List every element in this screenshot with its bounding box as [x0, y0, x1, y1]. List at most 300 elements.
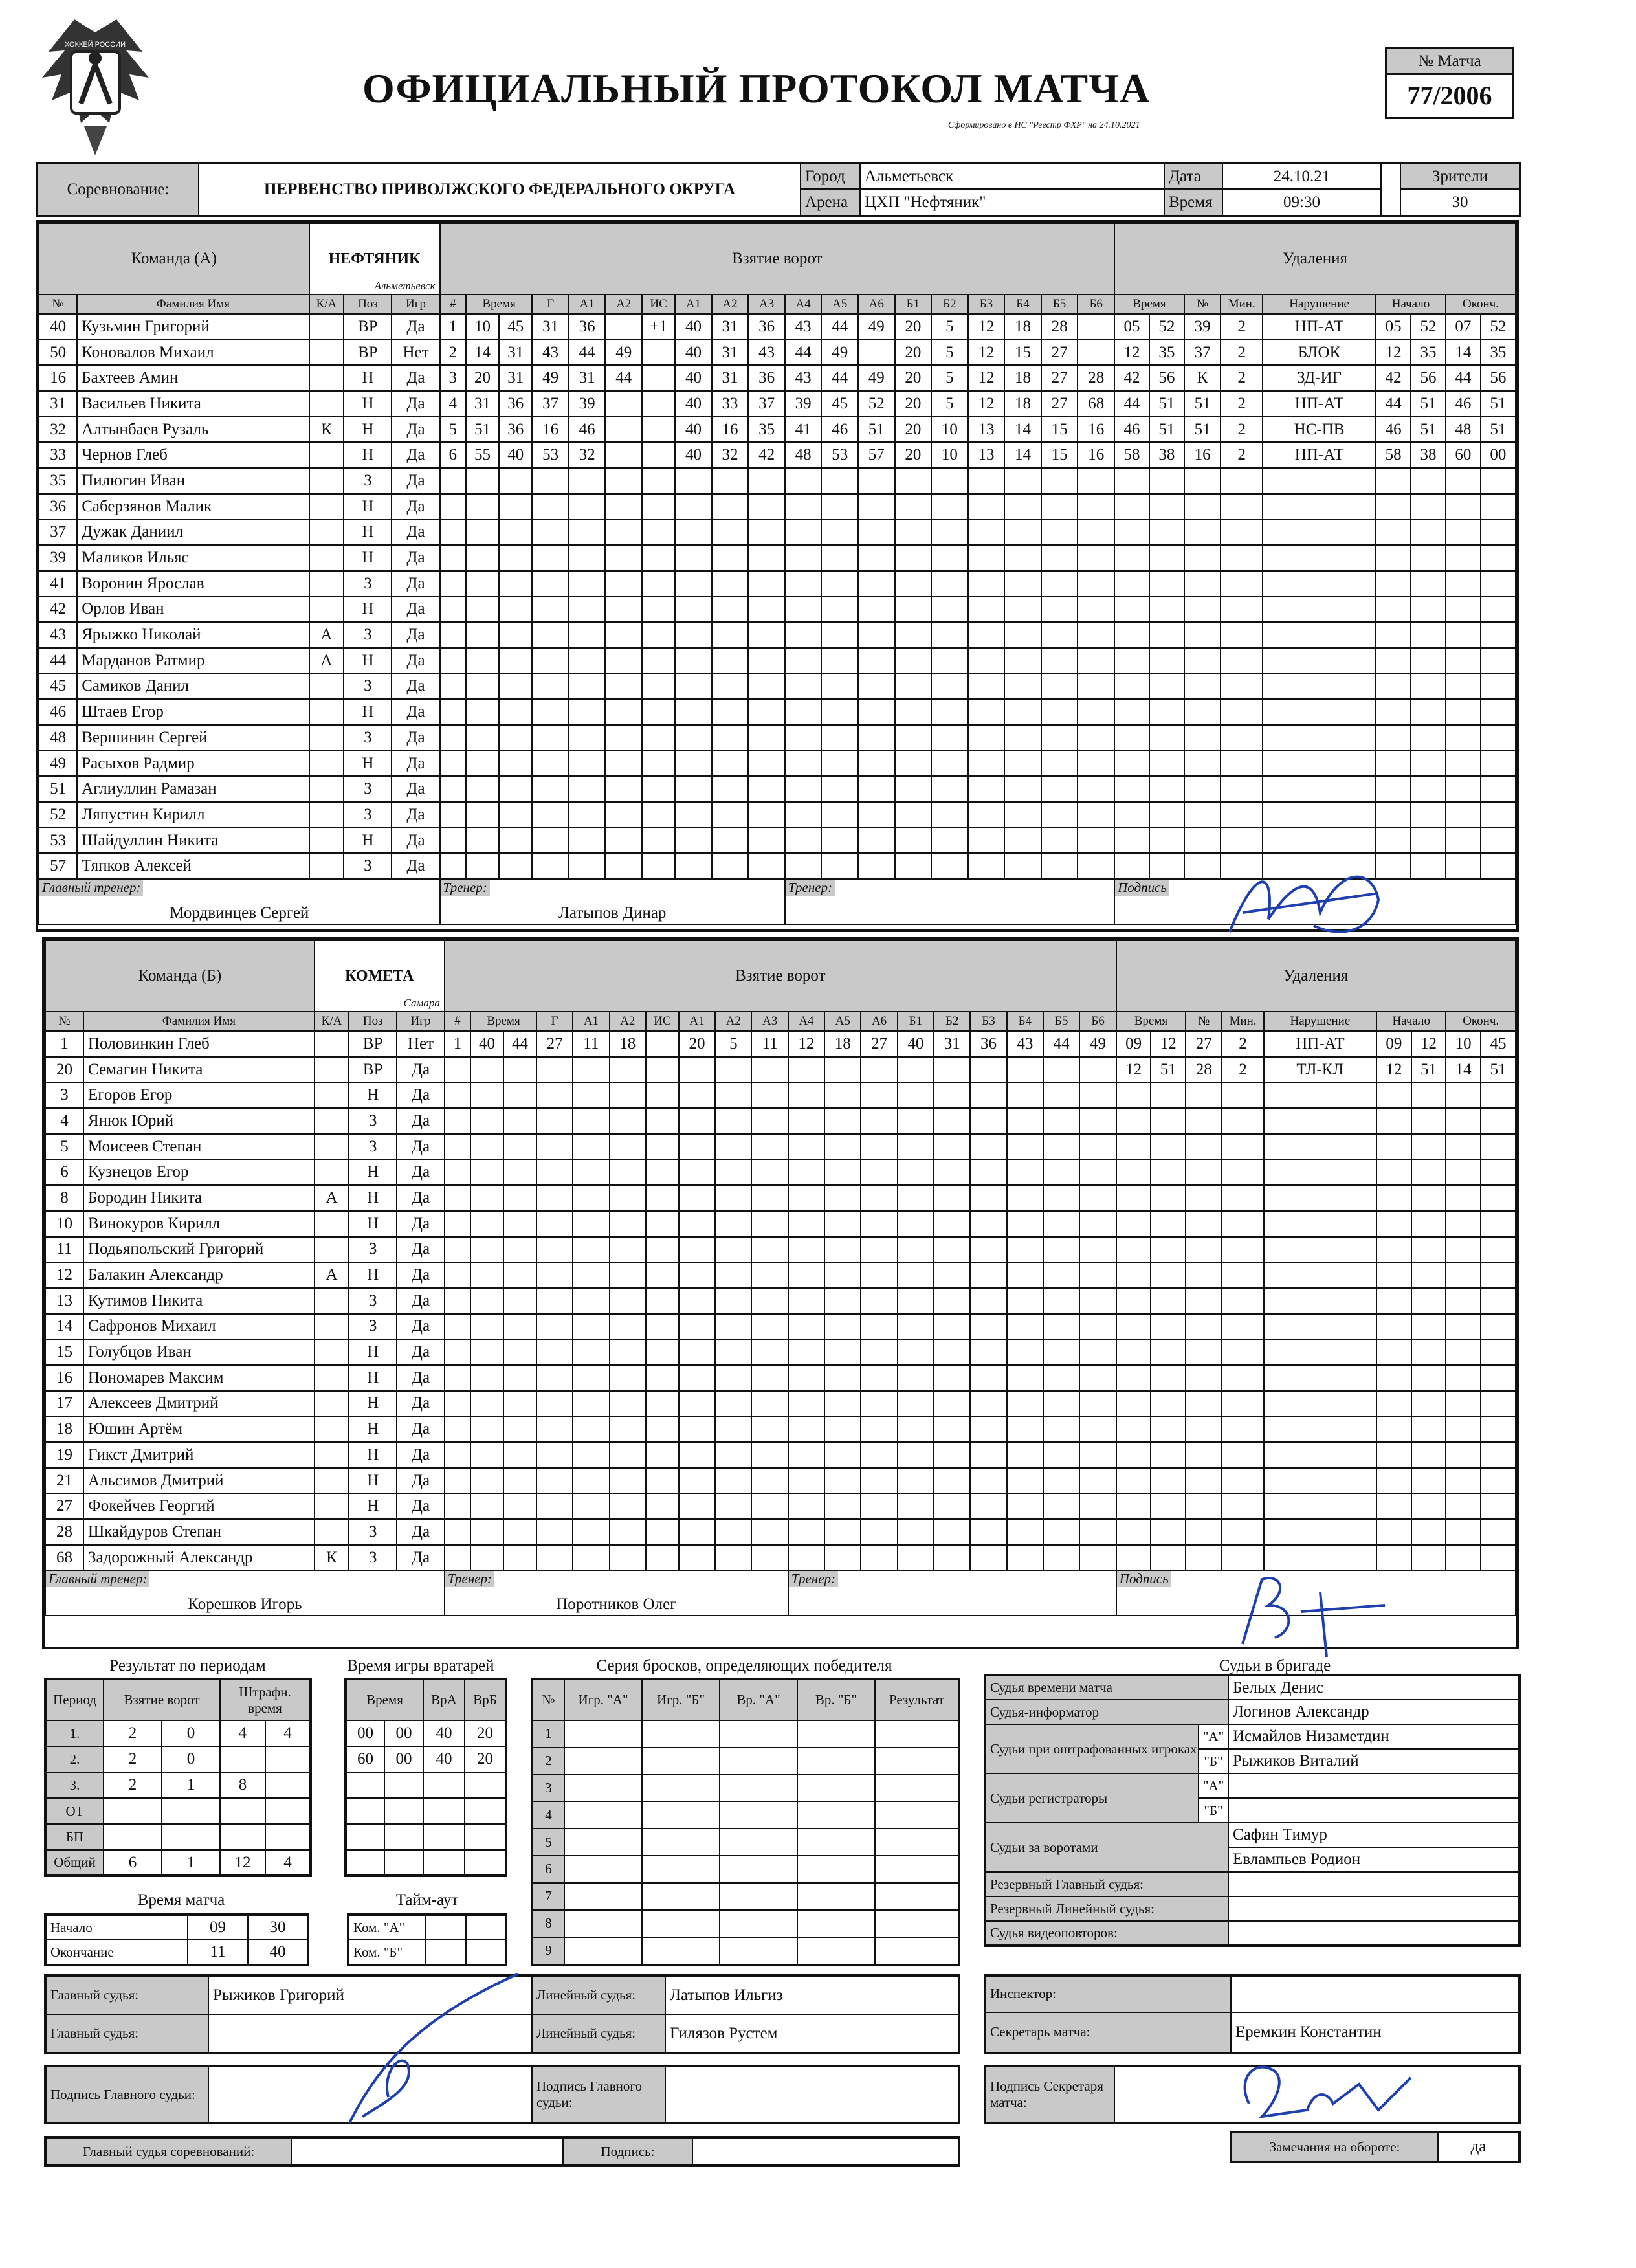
pen-sec: 51	[1149, 417, 1184, 443]
goal-assist-1	[569, 520, 606, 546]
onice-b5	[1043, 1082, 1079, 1108]
so-row-number: 9	[532, 1937, 564, 1966]
onice-b6	[1079, 1159, 1116, 1185]
player-number: 43	[39, 622, 77, 648]
pen-end-min: 10	[1446, 1031, 1481, 1057]
onice-b3	[968, 674, 1005, 700]
player-plays: Да	[397, 1185, 445, 1211]
onice-a1	[675, 828, 712, 854]
onice-a1: 40	[675, 391, 712, 417]
so-cell	[797, 1801, 875, 1829]
onice-a4	[788, 1339, 824, 1365]
pen-minutes: 2	[1222, 1031, 1263, 1057]
pen-start-sec	[1411, 597, 1446, 623]
goal-situation	[642, 751, 675, 777]
penalty-judges-label: Судьи при оштрафованных игроках	[985, 1724, 1199, 1773]
onice-a1	[679, 1159, 715, 1185]
player-number: 45	[39, 674, 77, 700]
player-name: Юшин Артём	[83, 1416, 315, 1442]
pen-player	[1186, 1442, 1222, 1468]
onice-b6: 16	[1078, 417, 1114, 443]
goal-assist-1	[569, 648, 606, 674]
pen-minutes	[1221, 725, 1263, 751]
onice-a5	[824, 1262, 861, 1288]
goal-assist-2	[605, 417, 642, 443]
goal-assist-2	[610, 1262, 646, 1288]
goal-scorer	[536, 1262, 573, 1288]
pen-end-min	[1446, 1519, 1481, 1545]
pen-player	[1184, 853, 1221, 879]
onice-a2	[712, 468, 749, 494]
onice-a6	[858, 520, 895, 546]
pen-minutes	[1222, 1519, 1263, 1545]
onice-a3	[751, 1339, 788, 1365]
goal-sec	[503, 1314, 536, 1340]
pen-sec	[1149, 622, 1184, 648]
goal-number	[445, 1159, 470, 1185]
player-row	[45, 1519, 1516, 1545]
player-captain-mark	[309, 853, 344, 879]
goal-assist-1	[573, 1365, 609, 1391]
penalty-judge-b: Рыжиков Виталий	[1228, 1749, 1520, 1773]
player-position: Н	[344, 699, 392, 725]
player-position: Н	[344, 494, 392, 520]
goal-scorer	[532, 648, 569, 674]
player-number: 52	[39, 802, 77, 828]
period-pim-b	[265, 1798, 311, 1824]
onice-a3: 42	[748, 442, 785, 468]
player-row	[39, 545, 1516, 571]
pen-sec	[1151, 1262, 1186, 1288]
onice-a1	[675, 571, 712, 597]
goal-situation	[646, 1057, 679, 1083]
onice-b6: 28	[1078, 365, 1114, 391]
goal-assist-2	[610, 1365, 646, 1391]
onice-a3	[751, 1211, 788, 1237]
pen-end-min	[1446, 545, 1481, 571]
match-start-min: 30	[248, 1915, 308, 1940]
goalie-change-min	[346, 1850, 384, 1876]
period-name: БП	[45, 1824, 104, 1850]
pen-start-sec	[1411, 1082, 1446, 1108]
onice-b4	[1004, 494, 1041, 520]
player-captain-mark	[309, 365, 344, 391]
goal-assist-1	[569, 751, 606, 777]
onice-b2	[931, 751, 968, 777]
col-onice-b5: Б5	[1041, 295, 1078, 314]
col-onice-a3: А3	[748, 295, 785, 314]
sig-main-referee-label: Подпись Главного судьи:	[45, 2066, 208, 2123]
goal-situation	[642, 494, 675, 520]
pen-minutes	[1222, 1211, 1263, 1237]
onice-a5	[824, 1314, 861, 1340]
col-onice-a2: А2	[715, 1012, 751, 1031]
so-row-number: 5	[532, 1829, 564, 1856]
so-cell	[797, 1748, 875, 1775]
onice-a3	[751, 1262, 788, 1288]
pen-start-min	[1376, 1442, 1411, 1468]
onice-b1	[898, 1416, 934, 1442]
player-plays: Да	[392, 648, 439, 674]
goal-situation	[646, 1082, 679, 1108]
onice-a1	[675, 776, 712, 802]
player-position: Н	[349, 1391, 397, 1417]
onice-a4	[788, 1185, 824, 1211]
pen-violation: НП-АТ	[1263, 442, 1376, 468]
player-number: 16	[39, 365, 77, 391]
goal-situation	[646, 1391, 679, 1417]
goal-scorer	[532, 520, 569, 546]
pen-minutes	[1221, 622, 1263, 648]
onice-b6	[1078, 725, 1114, 751]
goal-sec	[499, 828, 532, 854]
onice-a6: 49	[858, 314, 895, 340]
pen-player: 39	[1184, 314, 1221, 340]
onice-a4	[788, 1108, 824, 1134]
so-cell	[564, 1910, 642, 1937]
goal-min	[466, 725, 499, 751]
goal-sec	[503, 1237, 536, 1263]
onice-a5	[824, 1185, 861, 1211]
onice-a6	[858, 674, 895, 700]
pen-sec: 35	[1149, 340, 1184, 366]
onice-b5	[1043, 1159, 1079, 1185]
player-row	[39, 622, 1516, 648]
player-row	[39, 468, 1516, 494]
goal-number	[445, 1468, 470, 1494]
goal-sec	[503, 1519, 536, 1545]
pen-end-sec: 51	[1481, 1057, 1516, 1083]
so-cell	[797, 1883, 875, 1910]
player-plays: Да	[397, 1468, 445, 1494]
player-captain-mark	[309, 468, 344, 494]
player-position: Н	[349, 1416, 397, 1442]
pen-end-sec	[1481, 1211, 1516, 1237]
goal-sec	[503, 1493, 536, 1519]
pen-sec	[1149, 520, 1184, 546]
pen-end-sec	[1481, 1185, 1516, 1211]
goal-sec: 40	[499, 442, 532, 468]
pen-start-sec	[1411, 699, 1446, 725]
onice-b3	[970, 1391, 1006, 1417]
pen-start-sec	[1411, 1365, 1446, 1391]
pen-end-min	[1446, 1159, 1481, 1185]
onice-b5	[1041, 751, 1078, 777]
goal-assist-2: 49	[605, 340, 642, 366]
pen-sec	[1151, 1314, 1186, 1340]
onice-b1	[895, 699, 932, 725]
goal-sec	[499, 622, 532, 648]
goal-sec	[503, 1082, 536, 1108]
period-goals-b	[162, 1798, 220, 1824]
col-goal-a1: А1	[573, 1012, 609, 1031]
onice-a5	[824, 1545, 861, 1571]
onice-a5	[824, 1211, 861, 1237]
goal-assist-2	[605, 751, 642, 777]
linesman-label: Линейный судья:	[532, 1975, 665, 2014]
onice-b4	[1004, 674, 1041, 700]
onice-b3	[970, 1339, 1006, 1365]
onice-a6	[858, 468, 895, 494]
onice-b1	[895, 828, 932, 854]
pen-start-min	[1376, 1468, 1411, 1494]
onice-b6	[1079, 1365, 1116, 1391]
onice-b2	[931, 648, 968, 674]
pen-violation	[1264, 1262, 1376, 1288]
onice-a2	[712, 828, 749, 854]
player-position: З	[344, 776, 392, 802]
pen-player	[1184, 699, 1221, 725]
player-row	[39, 571, 1516, 597]
sig-main-referee-label-2: Подпись Главного судьи:	[532, 2066, 665, 2123]
onice-b1	[898, 1057, 934, 1083]
player-position: З	[349, 1519, 397, 1545]
goal-number	[445, 1391, 470, 1417]
period-goals-a	[104, 1824, 162, 1850]
onice-b1	[898, 1493, 934, 1519]
onice-b3	[970, 1262, 1006, 1288]
pen-minutes	[1222, 1365, 1263, 1391]
col-pen-start: Начало	[1376, 295, 1446, 314]
onice-a2	[715, 1134, 751, 1160]
pen-minutes	[1221, 597, 1263, 623]
main-referee-label-2: Главный судья:	[45, 2014, 208, 2053]
onice-b5	[1043, 1391, 1079, 1417]
onice-a6	[861, 1314, 897, 1340]
onice-b2	[934, 1416, 970, 1442]
goal-min	[470, 1237, 503, 1263]
player-number: 13	[45, 1288, 83, 1314]
onice-a4: 43	[785, 314, 822, 340]
onice-a6	[861, 1211, 897, 1237]
goal-assist-2	[610, 1442, 646, 1468]
onice-a4	[785, 674, 822, 700]
goal-min	[466, 520, 499, 546]
player-plays: Да	[392, 853, 439, 879]
informer: Логинов Александр	[1228, 1700, 1520, 1724]
onice-b5	[1043, 1288, 1079, 1314]
pen-player	[1184, 571, 1221, 597]
so-cell	[564, 1748, 642, 1775]
pen-minutes	[1222, 1237, 1263, 1263]
pen-violation	[1263, 751, 1376, 777]
onice-a2	[712, 725, 749, 751]
goal-situation	[646, 1442, 679, 1468]
pen-violation	[1264, 1237, 1376, 1263]
onice-a2: 33	[712, 391, 749, 417]
onice-a6	[858, 776, 895, 802]
onice-b5	[1041, 494, 1078, 520]
goal-min: 40	[470, 1031, 503, 1057]
onice-b1	[895, 648, 932, 674]
match-number-box	[1385, 47, 1514, 119]
so-cell	[642, 1775, 720, 1802]
coach-1	[445, 1570, 788, 1616]
goal-assist-2	[610, 1391, 646, 1417]
player-captain-mark	[309, 520, 344, 546]
goal-situation	[646, 1545, 679, 1571]
pen-violation	[1263, 520, 1376, 546]
goal-situation	[646, 1237, 679, 1263]
goal-assist-1	[573, 1416, 609, 1442]
goal-number: 6	[440, 442, 466, 468]
onice-b1	[895, 751, 932, 777]
onice-a4	[788, 1416, 824, 1442]
coach-2	[788, 1570, 1116, 1616]
onice-a4	[788, 1057, 824, 1083]
onice-b2	[931, 468, 968, 494]
goal-scorer	[536, 1288, 573, 1314]
so-cell	[642, 1829, 720, 1856]
so-cell	[642, 1720, 720, 1748]
pen-start-sec	[1411, 1416, 1446, 1442]
goal-scorer	[536, 1365, 573, 1391]
goal-sec	[499, 597, 532, 623]
so-result-header: Результат	[875, 1679, 959, 1720]
goal-scorer	[536, 1159, 573, 1185]
goal-scorer: 27	[536, 1031, 573, 1057]
player-name: Штаев Егор	[77, 699, 309, 725]
goal-min	[466, 776, 499, 802]
pen-end-min	[1446, 571, 1481, 597]
goal-number	[445, 1545, 470, 1571]
player-name: Янюк Юрий	[83, 1108, 315, 1134]
col-onice-b1: Б1	[898, 1012, 934, 1031]
player-captain-mark	[309, 545, 344, 571]
onice-b1	[895, 597, 932, 623]
pen-min: 46	[1114, 417, 1149, 443]
pen-min	[1114, 545, 1149, 571]
pen-violation	[1264, 1365, 1376, 1391]
onice-a1: 40	[675, 340, 712, 366]
pen-sec: 51	[1149, 391, 1184, 417]
goal-min	[466, 494, 499, 520]
pen-violation: БЛОК	[1263, 340, 1376, 366]
onice-b5	[1043, 1262, 1079, 1288]
player-name: Пономарев Максим	[83, 1365, 315, 1391]
goal-scorer	[536, 1108, 573, 1134]
onice-b3	[970, 1519, 1006, 1545]
onice-b1	[898, 1082, 934, 1108]
onice-a3: 11	[751, 1031, 788, 1057]
goal-assist-2	[610, 1185, 646, 1211]
period-goals-a: 2	[104, 1772, 162, 1798]
goal-assist-1	[573, 1493, 609, 1519]
onice-b4	[1007, 1288, 1043, 1314]
pen-player: 51	[1184, 391, 1221, 417]
so-cell	[875, 1720, 959, 1748]
pen-start-min	[1376, 828, 1411, 854]
onice-b2	[934, 1391, 970, 1417]
onice-a1	[679, 1442, 715, 1468]
goal-assist-2	[605, 468, 642, 494]
pen-minutes	[1222, 1262, 1263, 1288]
pen-end-sec	[1481, 674, 1516, 700]
period-pim-header: Штрафн. время	[220, 1679, 311, 1720]
player-number: 57	[39, 853, 77, 879]
goal-situation	[642, 545, 675, 571]
team-signature-label: Подпись	[1117, 1571, 1171, 1587]
onice-b3: 36	[970, 1031, 1006, 1057]
pen-start-min	[1376, 494, 1411, 520]
onice-b1: 20	[895, 417, 932, 443]
pen-player: 51	[1184, 417, 1221, 443]
onice-a5	[821, 725, 858, 751]
player-plays: Да	[397, 1442, 445, 1468]
onice-b5: 27	[1041, 365, 1078, 391]
onice-a6	[861, 1391, 897, 1417]
onice-b1	[898, 1391, 934, 1417]
pen-end-sec	[1481, 1339, 1516, 1365]
player-captain-mark: К	[315, 1545, 349, 1571]
col-onice-a4: А4	[788, 1012, 824, 1031]
goal-min	[470, 1314, 503, 1340]
onice-b1	[895, 802, 932, 828]
onice-b2	[931, 597, 968, 623]
player-name: Кузьмин Григорий	[77, 314, 309, 340]
goal-number	[440, 520, 466, 546]
col-no: №	[39, 295, 77, 314]
player-row	[39, 751, 1516, 777]
onice-a1	[675, 751, 712, 777]
goal-sec	[499, 545, 532, 571]
onice-b4	[1007, 1545, 1043, 1571]
pen-start-min	[1376, 751, 1411, 777]
date: 24.10.21	[1222, 163, 1381, 189]
pen-start-sec	[1411, 1314, 1446, 1340]
col-goal-time: Время	[470, 1012, 536, 1031]
goal-sec	[503, 1211, 536, 1237]
player-name: Винокуров Кирилл	[83, 1211, 315, 1237]
pen-start-sec: 51	[1411, 417, 1446, 443]
pen-min: 58	[1114, 442, 1149, 468]
player-plays: Да	[392, 802, 439, 828]
so-cell	[642, 1856, 720, 1883]
player-row	[39, 340, 1516, 366]
onice-a3	[751, 1545, 788, 1571]
goal-number	[440, 494, 466, 520]
onice-a2	[712, 674, 749, 700]
period-pim-a: 12	[220, 1850, 265, 1876]
pen-sec: 12	[1151, 1031, 1186, 1057]
pen-sec: 56	[1149, 365, 1184, 391]
onice-b2	[934, 1134, 970, 1160]
onice-a1: 40	[675, 365, 712, 391]
goal-assist-2	[605, 648, 642, 674]
player-name: Бородин Никита	[83, 1185, 315, 1211]
goal-min	[470, 1134, 503, 1160]
pen-start-min	[1376, 674, 1411, 700]
pen-end-sec	[1481, 1237, 1516, 1263]
onice-b3: 12	[968, 365, 1005, 391]
onice-a5	[821, 699, 858, 725]
goalie-b-number	[465, 1798, 506, 1824]
goal-assist-2	[605, 597, 642, 623]
onice-a4	[785, 751, 822, 777]
goalie-change-min	[346, 1772, 384, 1798]
so-cell	[720, 1775, 797, 1802]
goal-scorer	[532, 571, 569, 597]
onice-a4	[785, 725, 822, 751]
pen-player	[1184, 776, 1221, 802]
linesman-1: Латыпов Ильгиз	[665, 1975, 959, 2014]
goal-min	[470, 1108, 503, 1134]
so-cell	[720, 1748, 797, 1775]
onice-a3	[748, 699, 785, 725]
onice-a1	[679, 1134, 715, 1160]
goal-assist-1	[573, 1134, 609, 1160]
player-name: Кузнецов Егор	[83, 1159, 315, 1185]
